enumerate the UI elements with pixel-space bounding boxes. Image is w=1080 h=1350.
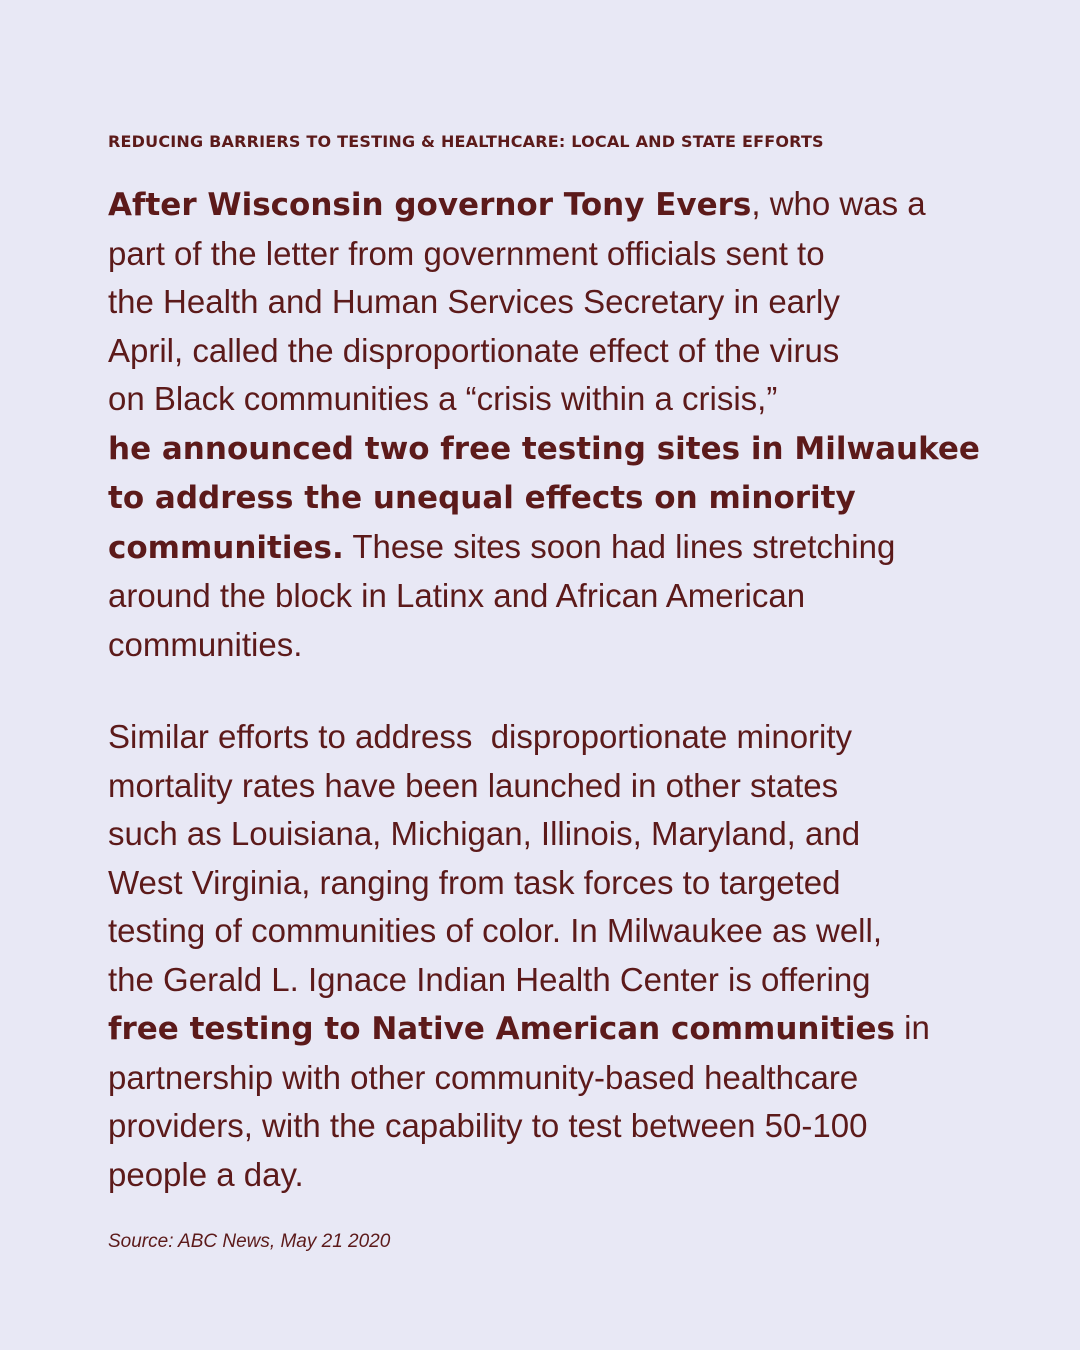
paragraph-line: people a day. [108,1155,304,1193]
paragraph-line [108,424,980,474]
paragraph-line: providers, with the capability to test between 50-100 [108,1107,868,1144]
paragraph-line: mortality rates have been launched in other states [108,766,839,804]
body-text: in [895,1009,930,1046]
paragraph-line: April, called the disproportionate effect of the virus [108,331,840,369]
emphasis-text: After Wisconsin governor Tony Evers [108,187,752,223]
body-text: , who was a [751,185,926,222]
source-citation: Source: ABC News, May 21 2020 [108,1231,391,1252]
emphasis-text: communities. [108,529,344,566]
document-page [108,0,1008,1350]
paragraph-line: such as Louisiana, Michigan, Illinois, Maryland, and [108,815,861,852]
paragraph-line: on Black communities a “crisis within a crisis,” [108,380,778,417]
body-text: These sites soon had lines stretching [343,527,896,565]
paragraph-line: Similar efforts to address disproportionate minority [108,718,853,755]
emphasis-text: to address the unequal effects on minority [108,480,856,516]
paragraph-line: around the block in Latinx and African American [108,577,806,614]
paragraph-wisconsin [108,180,980,669]
emphasis-text: he announced two free testing sites in Milwaukee [108,430,980,467]
paragraph-line [108,1004,930,1054]
paragraph-line: the Gerald L. Ignace Indian Health Center is offering [108,960,871,998]
paragraph-line: testing of communities of color. In Milwaukee as well, [108,912,883,949]
paragraph-line: part of the letter from government officials sent to [108,234,825,272]
paragraph-line [108,473,980,523]
paragraph-line [108,180,980,230]
paragraph-other-states [108,713,930,1199]
paragraph-line: partnership with other community-based healthcare [108,1058,859,1096]
paragraph-line: West Virginia, ranging from task forces to targeted [108,863,841,901]
emphasis-text: free testing to Native American communities [108,1011,896,1047]
paragraph-line: communities. [108,625,303,663]
paragraph-line [108,523,980,573]
section-heading: REDUCING BARRIERS TO TESTING & HEALTHCARE: LOCAL AND STATE EFFORTS [108,132,824,151]
paragraph-line: the Health and Human Services Secretary in early [108,283,840,320]
